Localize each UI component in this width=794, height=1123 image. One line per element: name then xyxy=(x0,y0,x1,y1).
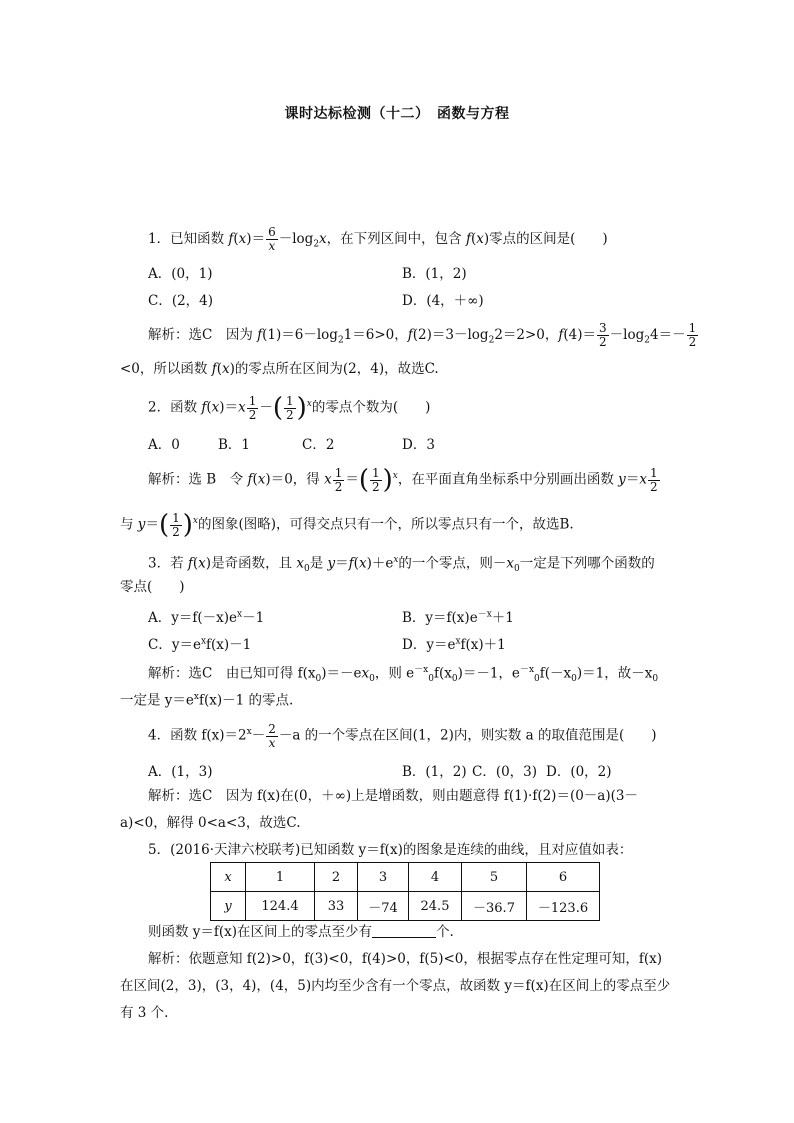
q4-option-c: C．(0，3) xyxy=(472,764,538,780)
q1-option-d: D．(4，＋∞) xyxy=(402,293,484,309)
table-cell: 6 xyxy=(527,863,600,892)
table-cell: 5 xyxy=(462,863,527,892)
q3-option-c: C．$y=e^xf(x)-1$ xyxy=(148,636,252,653)
table-cell: 33 xyxy=(315,892,358,921)
exponent-fraction: $\frac{1}{2}$ xyxy=(334,465,343,494)
table-cell: 24.5 xyxy=(409,892,462,921)
table-cell: 4 xyxy=(409,863,462,892)
fraction: $\frac{1}{2}$ xyxy=(172,510,180,539)
page-title: 课时达标检测（十二） 函数与方程 xyxy=(284,106,510,122)
values-table xyxy=(210,862,600,921)
q1-option-c: C．(2，4) xyxy=(148,293,214,309)
question-1-stem: 1．已知函数 f(x)＝ $\frac{6}{x}$ $-\log_2x$，在下列区间中，包含 f(x)零点的区间是( ) xyxy=(148,225,608,253)
q5-solution-line3: 有 3 个. xyxy=(120,1005,169,1021)
table-cell: 2 xyxy=(315,863,358,892)
q4-option-d: D．(0，2) xyxy=(546,764,612,780)
question-2-stem: 2．函数 f(x)＝x $\frac{1}{2}$ －( $\frac{1}{2}$ )$^x$的零点个数为( ) xyxy=(148,393,431,423)
exponent-fraction: $\frac{1}{2}$ xyxy=(649,465,658,494)
table-cell: －36.7 xyxy=(462,892,527,921)
table-header-y: y xyxy=(211,892,246,921)
q5-solution-line2: 在区间(2，3)，(3，4)，(4，5)内均至少含有一个零点，故函数 y＝f(x)在区间上的零点至少 xyxy=(120,978,671,994)
q3-solution-line2: 一定是 $y=e^xf(x)-1$ 的零点. xyxy=(120,692,294,709)
exponent-fraction: $\frac{1}{2}$ xyxy=(248,393,257,422)
q1-solution-line1: 解析：选C 因为 $f(1)=6-\log_21=6>0$，$f(2)=3-\log_22=2>0$，f(4)＝ $\frac{3}{2}$ $-\log_24=-$ $\frac{1}{2}$ xyxy=(148,321,697,349)
table-header-x: x xyxy=(211,863,246,892)
q2-option-d: D．3 xyxy=(402,437,435,453)
table-cell: 1 xyxy=(246,863,315,892)
q1-solution-line2: <0，所以函数 f(x)的零点所在区间为(2，4)，故选C. xyxy=(120,361,439,377)
fraction: $\frac{1}{2}$ xyxy=(286,393,294,422)
q5-solution-line1: 解析：依题意知 f(2)>0，f(3)<0，f(4)>0，f(5)<0，根据零点存在性定理可知，f(x) xyxy=(148,951,663,967)
fraction: $\frac{2}{x}$ xyxy=(268,721,276,750)
question-3-stem-line2: 零点( ) xyxy=(120,579,185,595)
table-row xyxy=(211,863,600,892)
table-cell: 124.4 xyxy=(246,892,315,921)
q3-option-b: B．$y=f(x)e^{-x}+1$ xyxy=(402,609,514,626)
fraction: $\frac{6}{x}$ xyxy=(268,225,276,253)
q2-option-c: C．2 xyxy=(302,437,335,453)
table-cell: 3 xyxy=(358,863,409,892)
q5-after-table: 则函数 y＝f(x)在区间上的零点至少有 个. xyxy=(148,924,454,940)
q2-option-b: B．1 xyxy=(218,437,251,453)
q3-option-a: A．$y=f(-x)e^x-1$ xyxy=(148,609,265,626)
q1-option-a: A．(0，1) xyxy=(148,266,213,282)
table-row xyxy=(211,892,600,921)
q4-option-a: A．(1，3) xyxy=(148,764,213,780)
table-cell: －123.6 xyxy=(527,892,600,921)
q3-solution-line1: 解析：选C 由已知可得 $f(x_0)=-ex_0$，则 $e^{-x}_0f(x_0)=-1$，$e^{-x}_0f(-x_0)=1$，故$-x_0$ xyxy=(148,665,659,685)
table-cell: －74 xyxy=(358,892,409,921)
answer-blank xyxy=(372,923,436,938)
question-3-stem-line1: 3．若 f(x)是奇函数，且 $x_0$是 $y=f(x)+e^x$的一个零点，则$-x_0$一定是下列哪个函数的 xyxy=(148,555,655,575)
q4-option-b: B．(1，2) xyxy=(402,764,467,780)
q3-option-d: D．$y=e^xf(x)+1$ xyxy=(402,636,506,653)
q4-solution-line2: a)<0，解得 0<a<3，故选C. xyxy=(120,815,301,831)
question-5-stem: 5．(2016·天津六校联考)已知函数 y＝f(x)的图象是连续的曲线，且对应值如表： xyxy=(148,842,633,858)
q4-solution-line1: 解析：选C 因为 f(x)在(0，＋∞)上是增函数，则由题意得 f(1)·f(2)＝(0－a)(3－ xyxy=(148,788,638,804)
fraction: $\frac{1}{2}$ xyxy=(688,321,697,349)
q2-solution-line1: 解析：选 B 令 f(x)＝0，得 x $\frac{1}{2}$ ＝( $\frac{1}{2}$ )$^x$，在平面直角坐标系中分别画出函数 y＝x $\frac{1}{2}$ xyxy=(148,465,658,495)
q2-option-a: A．0 xyxy=(148,437,180,453)
q1-option-b: B．(1，2) xyxy=(402,266,467,282)
fraction: $\frac{1}{2}$ xyxy=(372,465,380,494)
q2-solution-line2: 与 y＝( $\frac{1}{2}$ )$^x$的图象(图略)，可得交点只有一个，所以零点只有一个，故选B. xyxy=(120,510,574,540)
fraction: $\frac{3}{2}$ xyxy=(599,321,607,349)
question-4-stem: 4．函数 $f(x)=2^x-$ $\frac{2}{x}$ －a 的一个零点在区间(1，2)内，则实数 a 的取值范围是( ) xyxy=(148,721,657,750)
